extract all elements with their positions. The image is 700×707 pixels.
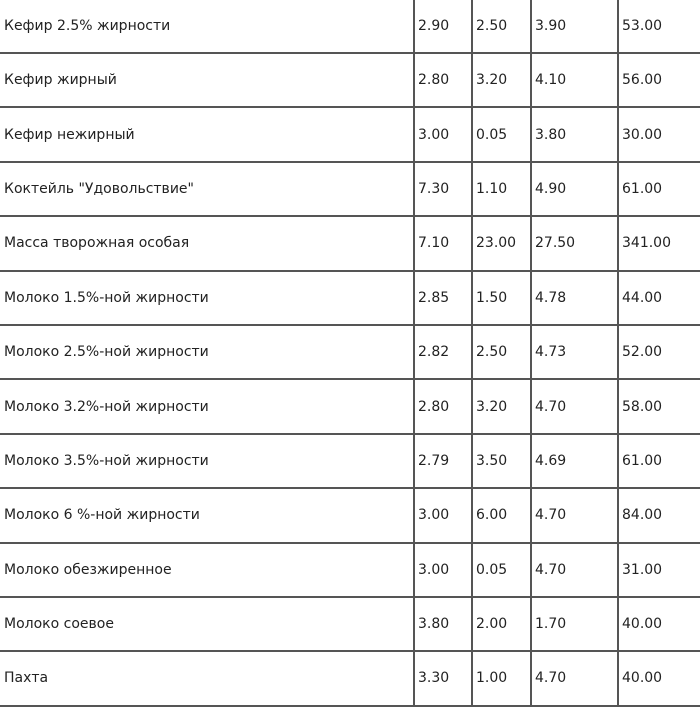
product-name-cell: Пахта [0, 651, 414, 705]
value-cell: 1.70 [531, 597, 618, 651]
value-cell: 2.85 [414, 271, 472, 325]
table-row [0, 651, 700, 705]
value-cell: 3.30 [414, 651, 472, 705]
value-cell: 1.50 [472, 271, 531, 325]
value-cell: 341.00 [618, 216, 700, 270]
value-cell: 58.00 [618, 379, 700, 433]
product-name-cell: Молоко 3.2%-ной жирности [0, 379, 414, 433]
table-row [0, 216, 700, 270]
table-row [0, 434, 700, 488]
value-cell: 2.50 [472, 325, 531, 379]
value-cell: 2.80 [414, 53, 472, 107]
value-cell: 3.80 [414, 597, 472, 651]
value-cell: 4.90 [531, 162, 618, 216]
table-row [0, 597, 700, 651]
value-cell: 2.00 [472, 597, 531, 651]
value-cell: 84.00 [618, 488, 700, 542]
value-cell: 4.10 [531, 53, 618, 107]
value-cell: 44.00 [618, 271, 700, 325]
value-cell: 61.00 [618, 434, 700, 488]
value-cell: 2.79 [414, 434, 472, 488]
table-row [0, 488, 700, 542]
value-cell: 7.30 [414, 162, 472, 216]
value-cell: 0.05 [472, 543, 531, 597]
value-cell: 31.00 [618, 543, 700, 597]
value-cell: 7.10 [414, 216, 472, 270]
table-row [0, 379, 700, 433]
value-cell: 53.00 [618, 0, 700, 53]
value-cell: 2.90 [414, 0, 472, 53]
value-cell: 56.00 [618, 53, 700, 107]
product-name-cell: Молоко 3.5%-ной жирности [0, 434, 414, 488]
value-cell: 4.69 [531, 434, 618, 488]
value-cell: 3.00 [414, 543, 472, 597]
value-cell: 4.70 [531, 379, 618, 433]
table-row [0, 0, 700, 53]
value-cell: 1.00 [472, 651, 531, 705]
value-cell: 2.80 [414, 379, 472, 433]
product-name-cell: Кефир жирный [0, 53, 414, 107]
product-name-cell: Масса творожная особая [0, 216, 414, 270]
value-cell: 1.10 [472, 162, 531, 216]
table-row [0, 107, 700, 161]
table-row [0, 325, 700, 379]
value-cell: 3.50 [472, 434, 531, 488]
value-cell: 4.73 [531, 325, 618, 379]
value-cell: 3.90 [531, 0, 618, 53]
table-row [0, 162, 700, 216]
product-name-cell: Молоко 1.5%-ной жирности [0, 271, 414, 325]
value-cell: 3.20 [472, 379, 531, 433]
value-cell: 23.00 [472, 216, 531, 270]
product-name-cell: Молоко 2.5%-ной жирности [0, 325, 414, 379]
value-cell: 4.70 [531, 488, 618, 542]
value-cell: 27.50 [531, 216, 618, 270]
product-name-cell: Кефир 2.5% жирности [0, 0, 414, 53]
value-cell: 6.00 [472, 488, 531, 542]
value-cell: 4.70 [531, 543, 618, 597]
value-cell: 3.00 [414, 107, 472, 161]
product-name-cell: Молоко обезжиренное [0, 543, 414, 597]
table-row [0, 543, 700, 597]
value-cell: 40.00 [618, 651, 700, 705]
value-cell: 3.80 [531, 107, 618, 161]
table-row [0, 271, 700, 325]
value-cell: 61.00 [618, 162, 700, 216]
value-cell: 30.00 [618, 107, 700, 161]
value-cell: 2.50 [472, 0, 531, 53]
value-cell: 4.70 [531, 651, 618, 705]
value-cell: 3.20 [472, 53, 531, 107]
table-row [0, 53, 700, 107]
product-name-cell: Кефир нежирный [0, 107, 414, 161]
value-cell: 40.00 [618, 597, 700, 651]
product-name-cell: Молоко соевое [0, 597, 414, 651]
value-cell: 0.05 [472, 107, 531, 161]
value-cell: 4.78 [531, 271, 618, 325]
value-cell: 3.00 [414, 488, 472, 542]
value-cell: 52.00 [618, 325, 700, 379]
product-name-cell: Коктейль "Удовольствие" [0, 162, 414, 216]
product-name-cell: Молоко 6 %-ной жирности [0, 488, 414, 542]
value-cell: 2.82 [414, 325, 472, 379]
